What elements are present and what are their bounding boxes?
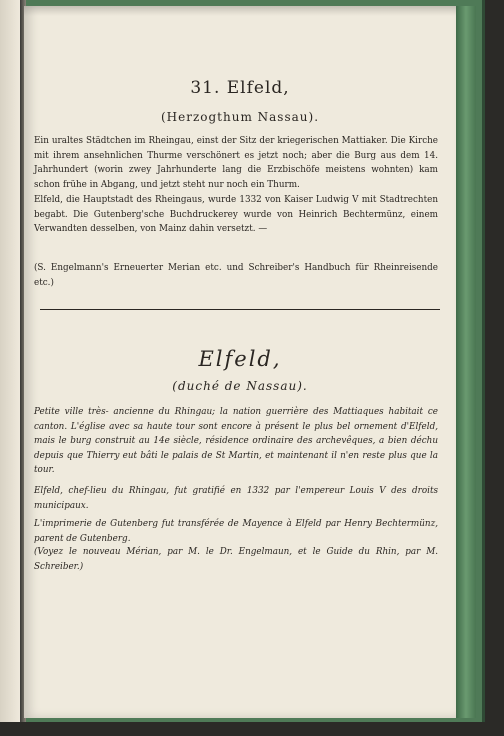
page-shadow (24, 6, 456, 16)
german-paragraph-1: Ein uraltes Städtchen im Rheingau, einst der Sitz der kriegerischen Mattiaker. Die Kirche mit ihrem ansehnlichen Thurme verschönert es jetzt noch; aber die Burg aus dem 14. Jahrhundert (worin zwey Jahrhunderte lang die Erzbischöfe meistens wohnten) kam schon frühe in Abgang, und jetzt steht nur noch ein Thurm. (34, 136, 438, 190)
french-subtitle: (duché de Nassau). (172, 379, 308, 393)
french-paragraph-3: L'imprimerie de Gutenberg fut transférée de Mayence à Elfeld par Henry Bechtermünz, parent de Gutenberg. (34, 519, 438, 544)
left-page-edge (0, 0, 20, 722)
section-divider (40, 309, 440, 310)
book-page (24, 6, 456, 718)
german-paragraph-3: (S. Engelmann's Erneuerter Merian etc. und Schreiber's Handbuch für Rheinreisende etc.) (34, 263, 438, 288)
german-paragraph-2: Elfeld, die Hauptstadt des Rheingaus, wurde 1332 von Kaiser Ludwig V mit Stadtrechten begabt. Die Gutenberg'sche Buchdruckerey wurde von Heinrich Bechtermünz, einem Verwandten desselben, von Mainz dahin versetzt. — (34, 195, 438, 235)
german-subtitle: (Herzogthum Nassau). (160, 110, 320, 124)
french-paragraph-2: Elfeld, chef-lieu du Rhingau, fut gratifié en 1332 par l'empereur Louis V des droits municipaux. (34, 486, 438, 511)
cover-edge (456, 6, 476, 718)
french-paragraph-1: Petite ville très- ancienne du Rhingau; la nation guerrière des Mattiaques habitait ce canton. L'église avec sa haute tour sont encore à présent le plus bel ornement d'Elfeld, mais le burg construit au 14e siècle, résidence ordinaire des archevêques, a bien déchu depuis que Thierry eut bâti le palais de St Martin, et maintenant il n'en reste plus que la tour. (34, 407, 438, 476)
german-title: 31. Elfeld, (190, 78, 290, 98)
french-paragraph-4: (Voyez le nouveau Mérian, par M. le Dr. Engelmaun, et le Guide du Rhin, par M. Schreiber.) (34, 547, 438, 572)
french-title: Elfeld, (198, 347, 282, 371)
